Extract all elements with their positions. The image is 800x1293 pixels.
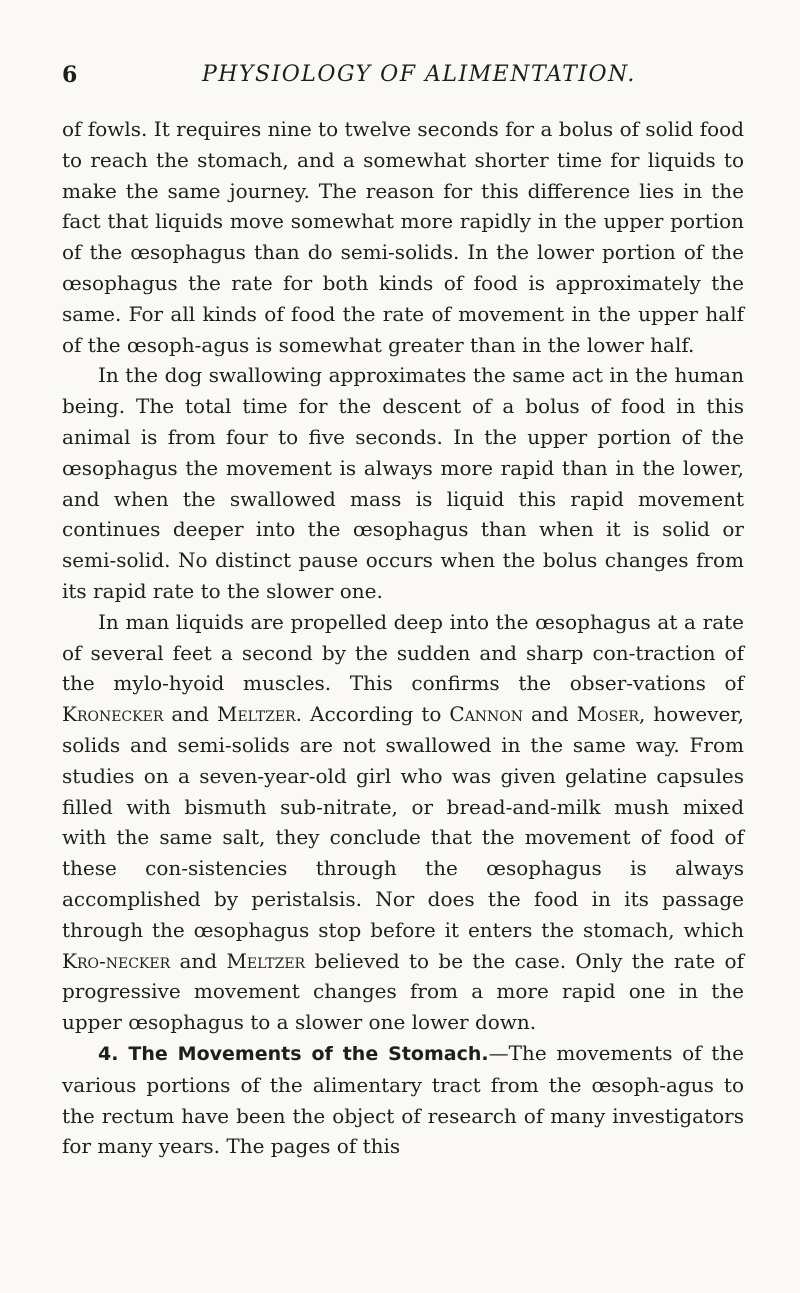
paragraph-4 <box>62 1038 744 1162</box>
paragraph-2: In the dog swallowing approximates the same act in the human being. The total time for the descent of a bolus of food in this animal is from four to five seconds. In the upper portion of the œsophagus the movement is always more rapid than in the lower, and when the swallowed mass is liquid this rapid movement continues deeper into the œsophagus than when it is solid or semi-solid. No distinct pause occurs when the bolus changes from its rapid rate to the slower one. <box>62 363 744 603</box>
author-name: Meltzer <box>216 702 296 727</box>
paragraph-3-text: . According to <box>295 702 450 727</box>
running-head <box>62 60 742 90</box>
paragraph-3-text: believed to be the case. Only the rate of progressive movement changes from a more rapid one in the upper œsophagus to a slower one lower down. <box>62 948 744 1035</box>
paragraph-3-text: and <box>163 702 217 727</box>
paragraph-3 <box>62 607 744 1038</box>
paragraph-1: of fowls. It requires nine to twelve seconds for a bolus of solid food to reach the stomach, and a somewhat shorter time for liquids to make the same journey. The reason for this difference lies in the fact that liquids move somewhat more rapidly in the upper portion of the œsophagus than do semi-solids. In the lower portion of the œsophagus the rate for both kinds of food is approximately the same. For all kinds of food the rate of movement in the upper half of the œsoph-agus is somewhat greater than in the lower half. <box>62 117 744 357</box>
author-name: Kro-necker <box>62 948 171 973</box>
author-name: Meltzer <box>226 948 306 973</box>
paragraph-3-text: and <box>523 702 577 727</box>
paragraph-4-text: —The movements of the various portions of the alimentary tract from the œsoph-agus to the rectum have been the object of research of many investigators for many years. The pages of this <box>62 1040 745 1159</box>
author-name: Cannon <box>449 702 524 727</box>
paragraph-3-text: and <box>170 948 227 973</box>
running-head-title: PHYSIOLOGY OF ALIMENTATION. <box>202 62 636 87</box>
author-name: Moser <box>576 702 639 727</box>
page-number: 6 <box>62 62 78 88</box>
section-heading: 4. The Movements of the Stomach. <box>98 1042 489 1065</box>
paragraph-3-text: In man liquids are propelled deep into the œsophagus at a rate of several feet a second by the sudden and sharp con-traction of the mylo-hyoid muscles. This confirms the obser-vations of <box>62 609 744 696</box>
author-name: Kronecker <box>62 702 164 727</box>
paragraph-3-text: , however, solids and semi-solids are not swallowed in the same way. From studies on a seven-year-old girl who was given gelatine capsules filled with bismuth sub-nitrate, or bread-and-milk mush mixed with the same salt, they conclude that the movement of food of these con-sistencies through the œsophagus is always accomplished by peristalsis. Nor does the food in its passage through the œsophagus stop before it enters the stomach, which <box>62 702 745 942</box>
body-text <box>62 114 744 1162</box>
